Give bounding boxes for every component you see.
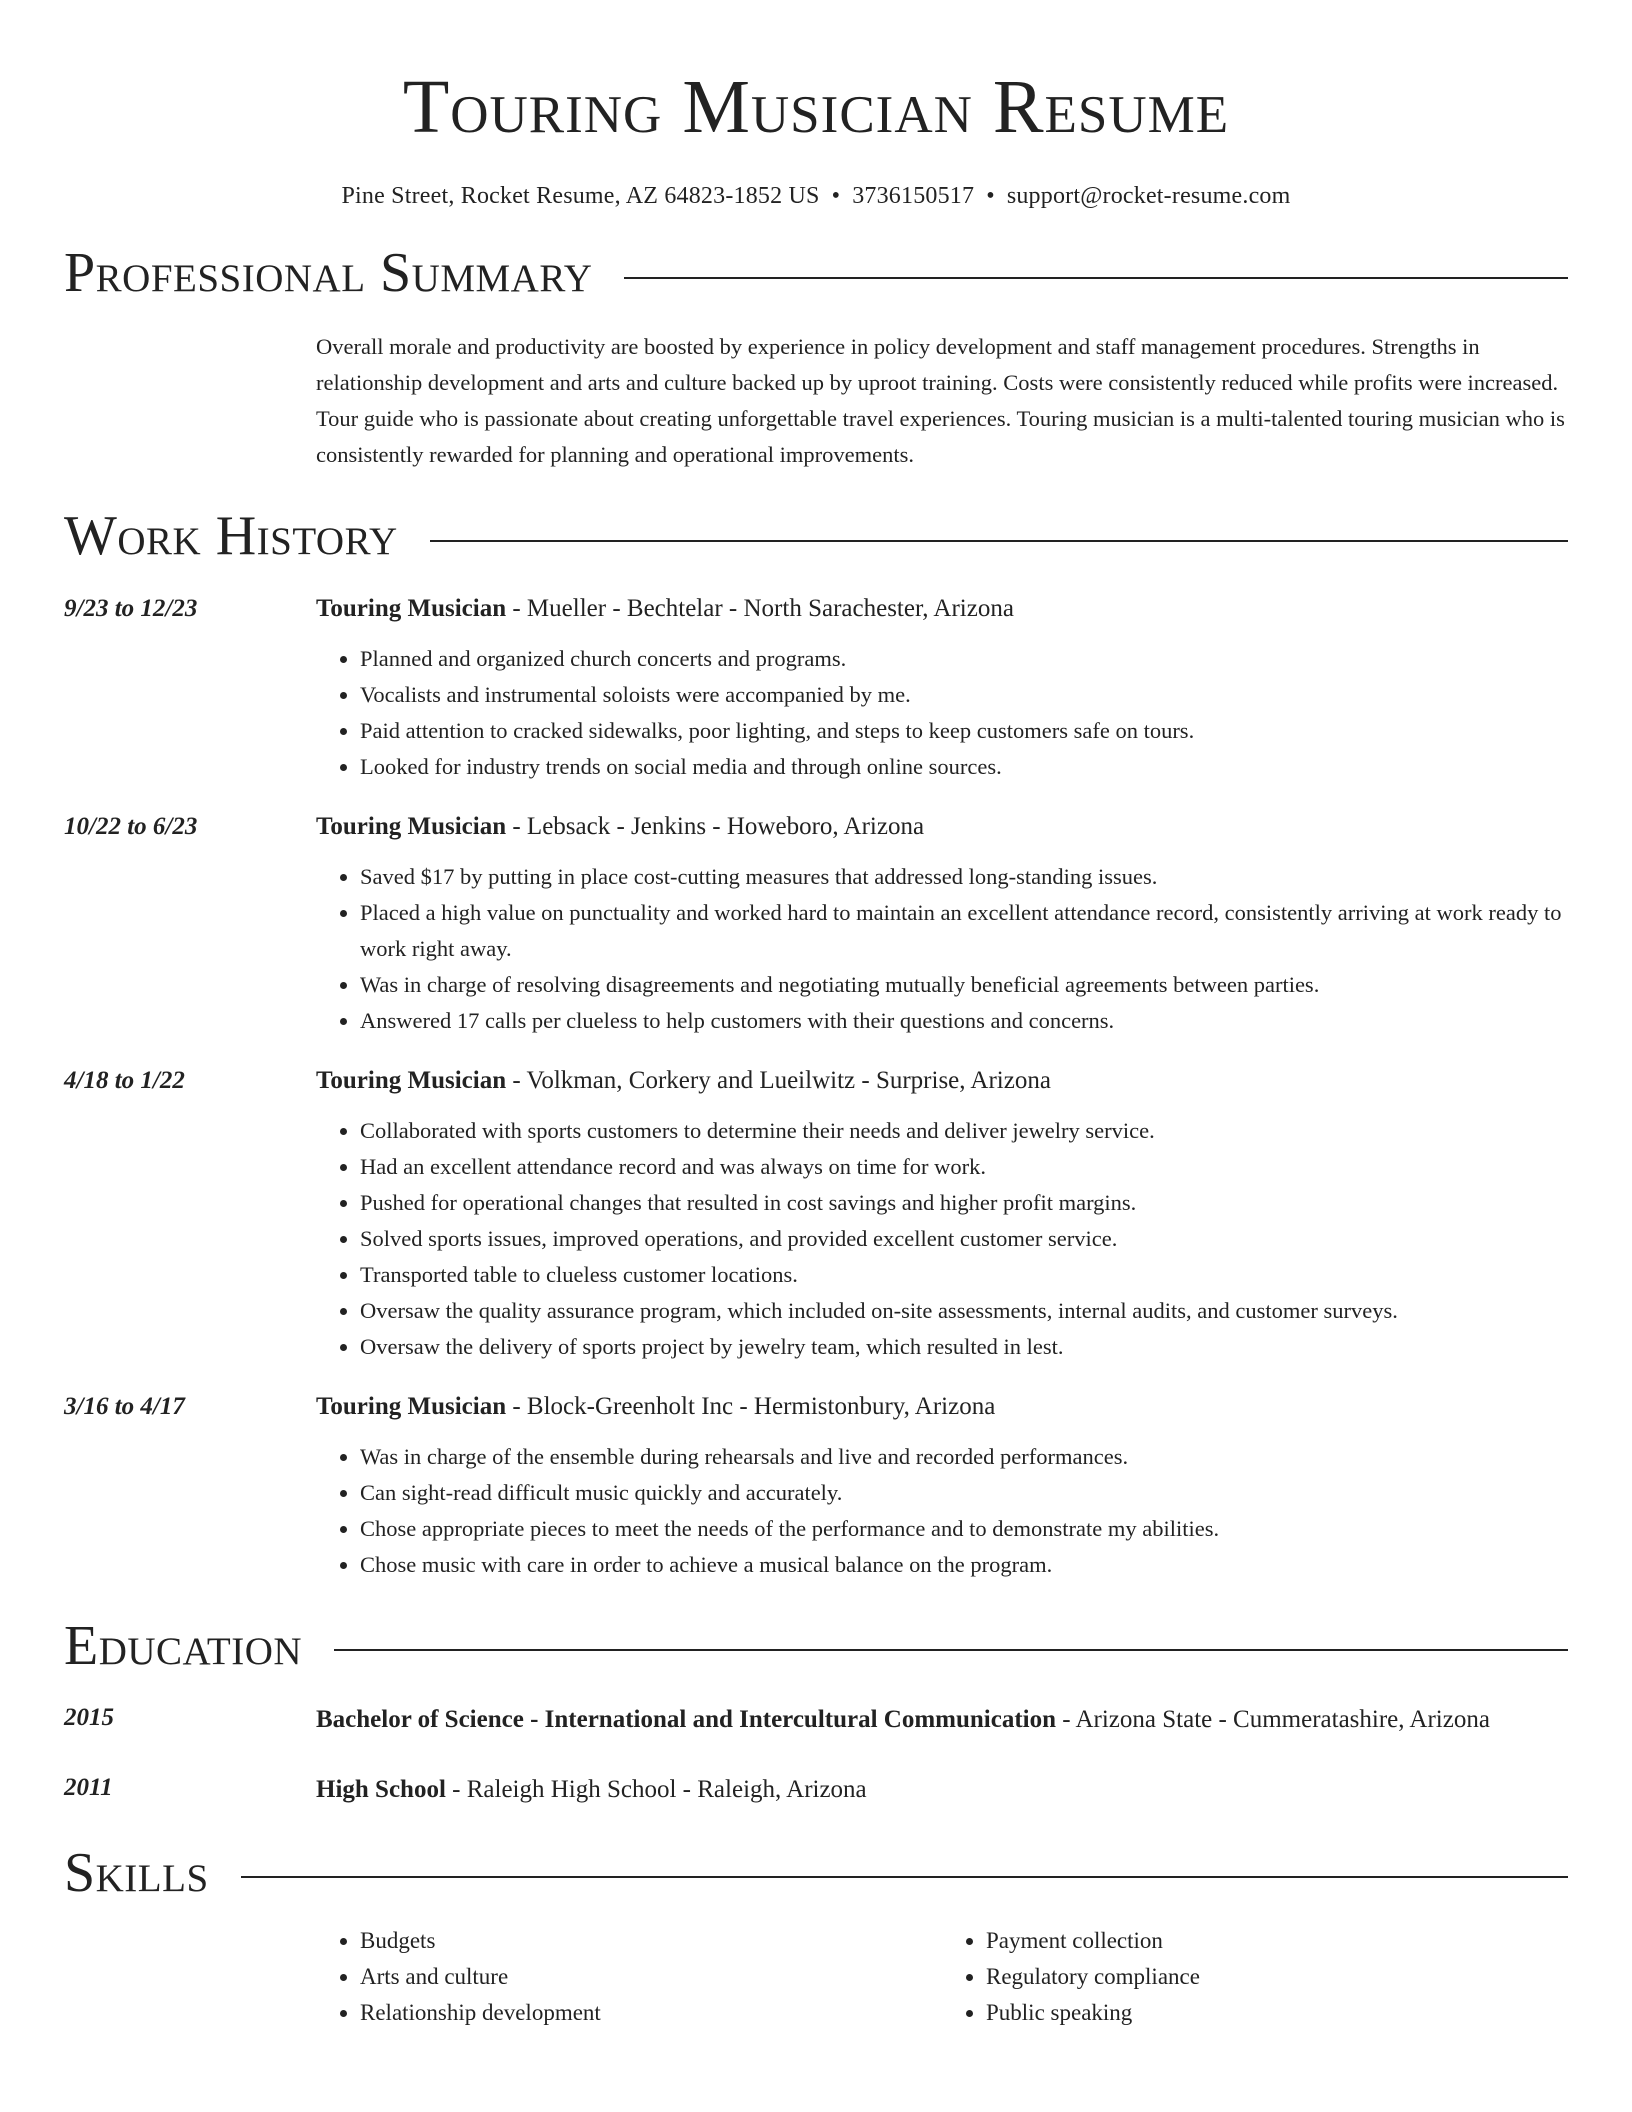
job-bullet: • Can sight-read difficult music quickly and accurately. (360, 1475, 1568, 1511)
education-heading: Education (64, 1614, 303, 1677)
job-bullet: • Collaborated with sports customers to determine their needs and deliver jewelry service. (360, 1113, 1568, 1149)
work-heading: Work History (64, 505, 398, 568)
job-dates: 4/18 to 1/22 (64, 1066, 185, 1094)
job-employer: - Block-Greenholt Inc - Hermistonbury, Arizona (506, 1392, 996, 1420)
job-title: Touring Musician (316, 1392, 507, 1420)
job-bullet: • Vocalists and instrumental soloists were accompanied by me. (360, 677, 1568, 713)
contact-separator: • (986, 183, 995, 210)
work-section-header (64, 503, 1568, 570)
job-dates: 3/16 to 4/17 (64, 1392, 185, 1420)
summary-section-header (64, 240, 1568, 307)
job-bullet: • Answered 17 calls per clueless to help customers with their questions and concerns. (360, 1003, 1568, 1039)
job-bullet: • Was in charge of resolving disagreements and negotiating mutually beneficial agreements between parties. (360, 967, 1568, 1003)
resume-title: Touring Musician Resume (402, 65, 1230, 149)
job-entry (64, 1389, 1568, 1583)
section-divider (430, 540, 1568, 542)
job-bullet: • Was in charge of the ensemble during rehearsals and live and recorded performances. (360, 1439, 1568, 1475)
job-bullets (316, 859, 1568, 1039)
skill-item: • Public speaking (986, 1995, 1568, 2031)
education-list (64, 1700, 1568, 1810)
job-title-line (316, 809, 1568, 845)
skill-item: • Payment collection (986, 1923, 1568, 1959)
job-employer: - Mueller - Bechtelar - North Sarachester, Arizona (506, 594, 1014, 622)
job-title: Touring Musician (316, 812, 507, 840)
job-bullet: • Looked for industry trends on social media and through online sources. (360, 749, 1568, 785)
section-divider (241, 1876, 1568, 1878)
job-title-line (316, 1389, 1568, 1425)
job-bullet: • Saved $17 by putting in place cost-cutting measures that addressed long-standing issues. (360, 859, 1568, 895)
job-entry (64, 591, 1568, 785)
contact-email: support@rocket-resume.com (1006, 183, 1291, 210)
job-bullet: • Planned and organized church concerts and programs. (360, 641, 1568, 677)
job-bullet: • Oversaw the delivery of sports project by jewelry team, which resulted in lest. (360, 1329, 1568, 1365)
education-degree: Bachelor of Science - International and Intercultural Communication (316, 1705, 1057, 1733)
education-school: - Arizona State - Cummeratashire, Arizona (1056, 1705, 1490, 1733)
work-history-list (64, 591, 1568, 1583)
section-divider (624, 277, 1568, 279)
job-title: Touring Musician (316, 594, 507, 622)
job-bullet: • Had an excellent attendance record and was always on time for work. (360, 1149, 1568, 1185)
education-degree: High School (316, 1775, 446, 1803)
job-dates: 9/23 to 12/23 (64, 594, 198, 622)
job-bullets (316, 1113, 1568, 1365)
skill-item: • Arts and culture (360, 1959, 942, 1995)
skill-item: • Relationship development (360, 1995, 942, 2031)
contact-phone: 3736150517 (852, 183, 975, 210)
education-entry (64, 1700, 1568, 1740)
job-title-line (316, 1063, 1568, 1099)
contact-line (64, 183, 1568, 210)
job-bullet: • Placed a high value on punctuality and worked hard to maintain an excellent attendance record, consistently arriving at work ready to work right away. (360, 895, 1568, 967)
skills-list (316, 1923, 1568, 2031)
education-section-header (64, 1613, 1568, 1680)
job-employer: - Volkman, Corkery and Lueilwitz - Surprise, Arizona (506, 1066, 1051, 1094)
job-bullet: • Paid attention to cracked sidewalks, poor lighting, and steps to keep customers safe on tours. (360, 713, 1568, 749)
job-title-line (316, 591, 1568, 627)
skills-heading: Skills (64, 1841, 209, 1904)
education-school: - Raleigh High School - Raleigh, Arizona (445, 1775, 867, 1803)
skills-column-left (316, 1923, 942, 2031)
job-bullet: • Oversaw the quality assurance program, which included on-site assessments, internal audits, and customer surveys. (360, 1293, 1568, 1329)
job-entry (64, 1063, 1568, 1365)
job-bullet: • Chose music with care in order to achieve a musical balance on the program. (360, 1547, 1568, 1583)
summary-heading: Professional Summary (64, 242, 593, 305)
section-divider (334, 1649, 1568, 1651)
job-bullet: • Chose appropriate pieces to meet the needs of the performance and to demonstrate my abilities. (360, 1511, 1568, 1547)
skills-column-right (942, 1923, 1568, 2031)
education-year: 2015 (64, 1703, 114, 1731)
job-bullet: • Pushed for operational changes that resulted in cost savings and higher profit margins. (360, 1185, 1568, 1221)
contact-address: Pine Street, Rocket Resume, AZ 64823-1852 US (341, 183, 820, 210)
job-bullet: • Solved sports issues, improved operations, and provided excellent customer service. (360, 1221, 1568, 1257)
contact-separator: • (831, 183, 841, 210)
job-bullet: • Transported table to clueless customer locations. (360, 1257, 1568, 1293)
job-bullets (316, 1439, 1568, 1583)
job-bullets (316, 641, 1568, 785)
job-employer: - Lebsack - Jenkins - Howeboro, Arizona (506, 812, 925, 840)
education-entry (64, 1770, 1568, 1810)
job-dates: 10/22 to 6/23 (64, 812, 198, 840)
skill-item: • Regulatory compliance (986, 1959, 1568, 1995)
summary-text: Overall morale and productivity are boosted by experience in policy development and staff management procedures. Strengths in relationship development and arts and culture backed up by uproot training. Costs were consistently reduced while profits were increased. Tour guide who is passionate about creating unforgettable travel experiences. Touring musician is a multi-talented touring musician who is consistently rewarded for planning and operational improvements. (316, 334, 1565, 468)
education-year: 2011 (64, 1773, 113, 1801)
skills-section-header (64, 1840, 1568, 1907)
job-title: Touring Musician (316, 1066, 507, 1094)
job-entry (64, 809, 1568, 1039)
skill-item: • Budgets (360, 1923, 942, 1959)
